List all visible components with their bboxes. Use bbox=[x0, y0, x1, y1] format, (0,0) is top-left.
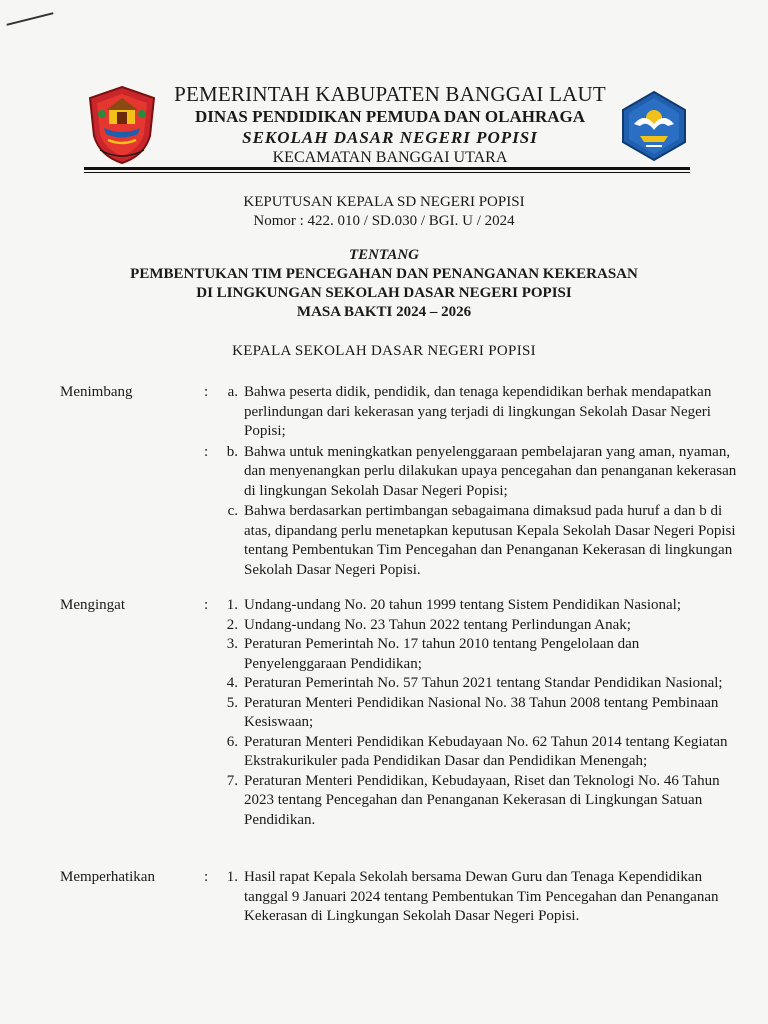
memperhatikan-section bbox=[60, 868, 740, 927]
item-marker: b. bbox=[226, 443, 238, 460]
menimbang-item bbox=[200, 383, 740, 442]
mengingat-item bbox=[200, 694, 740, 733]
menimbang-item bbox=[200, 502, 740, 580]
item-marker: 1. bbox=[226, 869, 238, 885]
item-text: Peraturan Pemerintah No. 17 tahun 2010 tentang Pengelolaan dan Penyelenggaraan Pendidikan; bbox=[244, 636, 640, 672]
item-marker: 6. bbox=[226, 733, 238, 750]
item-marker: 2. bbox=[226, 616, 238, 633]
mengingat-item bbox=[200, 596, 740, 616]
decree-title: KEPUTUSAN KEPALA SD NEGERI POPISI bbox=[243, 194, 525, 210]
item-marker: 1. bbox=[226, 597, 238, 613]
item-marker: 5. bbox=[226, 694, 238, 711]
decree-subject-line2: DI LINGKUNGAN SEKOLAH DASAR NEGERI POPISI bbox=[196, 285, 572, 301]
letterhead-district: KECAMATAN BANGGAI UTARA bbox=[272, 149, 508, 166]
menimbang-label: Menimbang bbox=[60, 384, 133, 400]
decree-tentang: TENTANG bbox=[348, 247, 419, 263]
mengingat-item bbox=[200, 733, 740, 772]
item-text: Peraturan Menteri Pendidikan Nasional No. 38 Tahun 2008 tentang Pembinaan Kesiswaan; bbox=[244, 694, 719, 730]
item-text: Undang-undang No. 23 Tahun 2022 tentang Perlindungan Anak; bbox=[244, 616, 631, 633]
mengingat-section bbox=[60, 596, 740, 830]
memperhatikan-label: Memperhatikan bbox=[60, 869, 155, 885]
decree-subject-line3: MASA BAKTI 2024 – 2026 bbox=[296, 304, 472, 320]
decree-number: Nomor : 422. 010 / SD.030 / BGI. U / 2024 bbox=[253, 213, 515, 229]
item-marker: 7. bbox=[226, 772, 238, 789]
mengingat-item bbox=[200, 635, 740, 674]
mengingat-label: Mengingat bbox=[60, 597, 125, 613]
letterhead-school: SEKOLAH DASAR NEGERI POPISI bbox=[242, 128, 538, 147]
item-colon: : bbox=[204, 597, 209, 613]
item-colon: : bbox=[204, 443, 209, 460]
decree-subject bbox=[80, 265, 688, 322]
mengingat-item bbox=[200, 616, 740, 636]
item-colon: : bbox=[204, 869, 209, 885]
tut-wuri-handayani-emblem-icon bbox=[618, 90, 690, 162]
item-colon: : bbox=[204, 384, 209, 400]
letterhead bbox=[170, 82, 610, 168]
decree-subject-line1: PEMBENTUKAN TIM PENCEGAHAN DAN PENANGANAN KEKERASAN bbox=[130, 266, 638, 282]
item-marker: a. bbox=[227, 384, 238, 400]
menimbang-section bbox=[60, 383, 740, 580]
item-text: Peraturan Menteri Pendidikan Kebudayaan No. 62 Tahun 2014 tentang Kegiatan Ekstrakurikuler pada Pendidikan Dasar dan Pendidikan Menengah; bbox=[244, 733, 728, 769]
pen-stroke-mark bbox=[6, 12, 53, 26]
decree-issuer: KEPALA SEKOLAH DASAR NEGERI POPISI bbox=[232, 343, 536, 359]
item-marker: c. bbox=[227, 503, 238, 519]
item-text: Peraturan Menteri Pendidikan, Kebudayaan, Riset dan Teknologi No. 46 Tahun 2023 tentang Pencegahan dan Penanganan Kekerasan di Lingkungan Satuan Pendidikan. bbox=[244, 772, 720, 828]
item-text: Bahwa untuk meningkatkan penyelenggaraan pembelajaran yang aman, nyaman, dan menyenangkan perlu dilakukan upaya pencegahan dan penanganan kekerasan di lingkungan Sekolah Dasar Negeri Popisi; bbox=[244, 443, 737, 499]
letterhead-rule-thick bbox=[84, 167, 690, 170]
item-text: Hasil rapat Kepala Sekolah bersama Dewan Guru dan Tenaga Kependidikan tanggal 9 Januari 2024 tentang Pembentukan Tim Pencegahan dan Penanganan Kekerasan di Lingkungan Sekolah Dasar Negeri Popisi. bbox=[244, 869, 719, 924]
mengingat-item bbox=[200, 772, 740, 831]
letterhead-agency: DINAS PENDIDIKAN PEMUDA DAN OLAHRAGA bbox=[194, 107, 586, 126]
item-text: Undang-undang No. 20 tahun 1999 tentang Sistem Pendidikan Nasional; bbox=[244, 597, 682, 613]
regency-emblem-icon bbox=[84, 84, 160, 166]
item-marker: 3. bbox=[226, 636, 238, 652]
decree-heading bbox=[100, 193, 668, 231]
item-text: Bahwa berdasarkan pertimbangan sebagaimana dimaksud pada huruf a dan b di atas, dipandang perlu menetapkan keputusan Kepala Sekolah Dasar Negeri Popisi tentang Pembentukan Tim Pencegahan dan Penanganan Kekerasan di lingkungan Sekolah Dasar Negeri Popisi. bbox=[244, 503, 736, 578]
letterhead-government: PEMERINTAH KABUPATEN BANGGAI LAUT bbox=[174, 82, 606, 106]
mengingat-item bbox=[200, 674, 740, 694]
item-text: Peraturan Pemerintah No. 57 Tahun 2021 tentang Standar Pendidikan Nasional; bbox=[244, 675, 723, 691]
item-text: Bahwa peserta didik, pendidik, dan tenaga kependidikan berhak mendapatkan perlindungan dari kekerasan yang terjadi di lingkungan Sekolah Dasar Negeri Popisi; bbox=[244, 384, 712, 439]
menimbang-item bbox=[200, 443, 740, 502]
letterhead-rule-thin bbox=[84, 172, 690, 173]
memperhatikan-item bbox=[200, 868, 740, 927]
item-marker: 4. bbox=[226, 675, 238, 691]
